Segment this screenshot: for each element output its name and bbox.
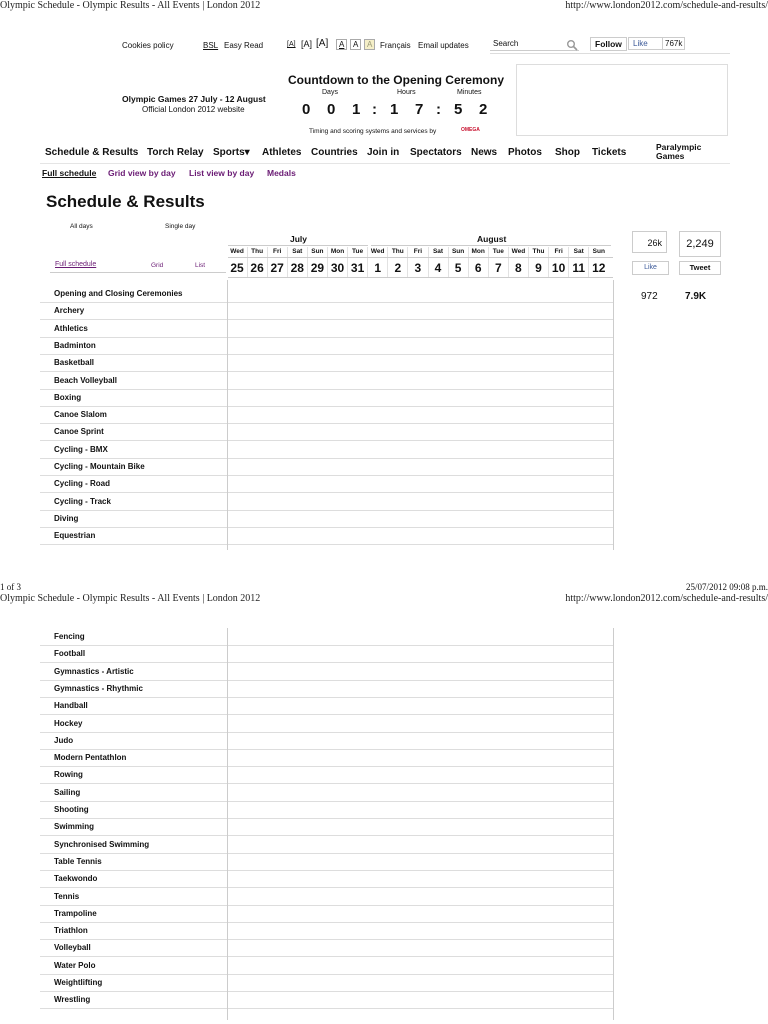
sport-row-label[interactable]: Trampoline xyxy=(54,908,97,918)
facebook-like-button[interactable]: Like xyxy=(628,37,664,50)
sport-row-divider xyxy=(40,389,227,390)
sport-row-label[interactable]: Badminton xyxy=(54,340,96,350)
day-divider xyxy=(428,247,429,277)
subnav-full-schedule[interactable]: Full schedule xyxy=(42,168,97,178)
day-divider xyxy=(307,247,308,277)
day-number[interactable]: 9 xyxy=(535,261,542,275)
day-divider xyxy=(247,247,248,277)
schedule-row-divider xyxy=(228,835,613,836)
sport-row-label[interactable]: Swimming xyxy=(54,822,95,832)
sport-row-divider xyxy=(40,475,227,476)
sport-row-divider xyxy=(40,956,227,957)
sport-row-divider xyxy=(40,510,227,511)
day-of-week: Thu xyxy=(532,248,545,255)
schedule-row-divider xyxy=(228,371,613,372)
countdown-digit: 2 xyxy=(479,101,488,118)
sport-row-label[interactable]: Cycling - Road xyxy=(54,479,111,489)
schedule-row-divider xyxy=(228,991,613,992)
nav-photos[interactable]: Photos xyxy=(508,147,542,158)
schedule-row-divider xyxy=(228,749,613,750)
sport-row-label[interactable]: Handball xyxy=(54,701,88,711)
day-divider xyxy=(568,247,569,277)
schedule-row-divider xyxy=(228,974,613,975)
games-dates: Olympic Games 27 July - 12 August xyxy=(122,94,266,104)
sport-row-divider xyxy=(40,544,227,545)
day-divider xyxy=(347,247,348,277)
day-divider xyxy=(488,247,489,277)
facebook-share-count: 26k xyxy=(632,231,667,253)
schedule-row-divider xyxy=(228,475,613,476)
sport-row-divider xyxy=(40,458,227,459)
schedule-row-divider xyxy=(228,510,613,511)
nav-countries[interactable]: Countries xyxy=(311,147,358,158)
sport-row-label[interactable]: Boxing xyxy=(54,392,82,402)
sport-row-label[interactable]: Opening and Closing Ceremonies xyxy=(54,289,183,298)
grid-left-border xyxy=(227,628,228,1020)
share-stat: 7.9K xyxy=(685,291,707,302)
nav-paralympic-line: Games xyxy=(656,151,685,161)
sport-row-label[interactable]: Cycling - Track xyxy=(54,496,111,506)
day-divider xyxy=(548,247,549,277)
sport-row-divider xyxy=(40,714,227,715)
sport-row-label[interactable]: Rowing xyxy=(54,770,83,780)
list-link[interactable]: List xyxy=(195,262,206,269)
sport-row-divider xyxy=(40,337,227,338)
sport-row-label[interactable]: Shooting xyxy=(54,805,89,814)
page-title: Schedule & Results xyxy=(46,192,205,211)
tweet-count: 2,249 xyxy=(679,231,721,257)
facebook-share-like-button[interactable]: Like xyxy=(632,261,669,275)
schedule-row-divider xyxy=(228,766,613,767)
schedule-row-divider xyxy=(228,423,613,424)
sport-row-divider xyxy=(40,527,227,528)
sport-row-label[interactable]: Tennis xyxy=(54,891,80,901)
day-of-week: Thu xyxy=(391,248,404,255)
countdown-digit: 0 xyxy=(302,101,311,118)
official-site-label: Official London 2012 website xyxy=(142,105,245,114)
day-number[interactable]: 5 xyxy=(454,261,462,275)
sport-row-label[interactable]: Judo xyxy=(54,735,74,745)
day-number[interactable]: 7 xyxy=(494,261,502,275)
sport-row-divider xyxy=(40,732,227,733)
easy-read-link[interactable]: Easy Read xyxy=(224,41,264,50)
day-of-week: Tue xyxy=(492,248,504,255)
day-divider xyxy=(468,247,469,277)
schedule-row-divider xyxy=(228,783,613,784)
sport-row-label[interactable]: Equestrian xyxy=(54,531,96,541)
grid-link[interactable]: Grid xyxy=(151,262,164,269)
sport-row-divider xyxy=(40,680,227,681)
schedule-row-divider xyxy=(228,527,613,528)
countdown-separator: : xyxy=(436,101,441,118)
tweet-button[interactable]: Tweet xyxy=(679,261,721,275)
omega-logo: OMEGA xyxy=(461,127,480,133)
sport-row-label[interactable]: Gymnastics - Rhythmic xyxy=(54,683,143,693)
day-divider xyxy=(448,247,449,277)
countdown-digit: 0 xyxy=(327,101,336,118)
sport-row-label[interactable]: Hockey xyxy=(54,718,83,728)
nav-spectators[interactable]: Spectators xyxy=(410,147,462,158)
cookies-policy-link[interactable]: Cookies policy xyxy=(122,41,174,50)
day-of-week: Fri xyxy=(273,248,282,255)
schedule-row-divider xyxy=(228,870,613,871)
nav-divider xyxy=(40,163,730,164)
sport-row-divider xyxy=(40,697,227,698)
nav-torch-relay[interactable]: Torch Relay xyxy=(147,147,204,158)
day-number[interactable]: 12 xyxy=(592,261,606,275)
countdown-digit: 7 xyxy=(415,101,424,118)
day-divider xyxy=(367,247,368,277)
sport-row-label[interactable]: Taekwondo xyxy=(54,874,98,884)
schedule-row-divider xyxy=(228,853,613,854)
schedule-row-divider xyxy=(228,544,613,545)
sport-row-divider xyxy=(40,939,227,940)
day-of-week: Sun xyxy=(592,248,605,255)
grid-right-border xyxy=(613,628,614,1020)
july-underline xyxy=(228,245,368,246)
day-of-week: Sat xyxy=(292,248,303,255)
advert-placeholder xyxy=(516,64,728,136)
sport-row-divider xyxy=(40,319,227,320)
schedule-row-divider xyxy=(228,458,613,459)
sport-row-divider xyxy=(40,974,227,975)
day-header-line xyxy=(228,277,613,278)
day-number[interactable]: 3 xyxy=(414,261,422,275)
day-number[interactable]: 28 xyxy=(290,261,304,275)
sport-row-label[interactable]: Canoe Slalom xyxy=(54,410,107,420)
email-updates-link[interactable]: Email updates xyxy=(418,41,469,50)
sport-row-label[interactable]: Football xyxy=(54,649,86,659)
sport-row-divider xyxy=(40,922,227,923)
sport-row-divider xyxy=(40,440,227,441)
all-days-toggle[interactable]: All days xyxy=(70,223,93,230)
nav-paralympic-line: Paralympic xyxy=(656,142,702,152)
sport-row-divider xyxy=(40,905,227,906)
sport-row-label[interactable]: Weightlifting xyxy=(54,978,103,987)
sport-row-label[interactable]: Canoe Sprint xyxy=(54,427,104,437)
day-of-week: Fri xyxy=(554,248,563,255)
day-divider xyxy=(327,247,328,277)
subnav-grid-view[interactable]: Grid view by day xyxy=(108,168,176,178)
sport-row-label[interactable]: Athletics xyxy=(54,323,88,333)
share-stat: 972 xyxy=(641,291,658,302)
day-number[interactable]: 27 xyxy=(270,261,284,275)
sport-row-label[interactable]: Wrestling xyxy=(54,995,91,1005)
contrast-high-button[interactable]: A xyxy=(350,39,361,50)
day-divider xyxy=(588,247,589,277)
grid-left-border xyxy=(227,280,228,550)
schedule-row-divider xyxy=(228,801,613,802)
sport-row-label[interactable]: Cycling - BMX xyxy=(54,444,108,454)
schedule-row-divider xyxy=(228,354,613,355)
day-number[interactable]: 10 xyxy=(551,261,566,275)
sport-row-divider xyxy=(40,749,227,750)
countdown-separator: : xyxy=(372,101,377,118)
day-number[interactable]: 1 xyxy=(374,261,382,275)
month-july: July xyxy=(290,234,308,244)
day-of-week: Sun xyxy=(451,248,465,255)
schedule-row-divider xyxy=(228,922,613,923)
sport-row-divider xyxy=(40,853,227,854)
print-timestamp: 25/07/2012 09:08 p.m. xyxy=(685,582,768,592)
schedule-row-divider xyxy=(228,1008,613,1009)
day-divider xyxy=(508,247,509,277)
sport-row-divider xyxy=(40,783,227,784)
bsl-link[interactable]: BSL xyxy=(203,41,219,50)
text-size-medium-button[interactable]: [A] xyxy=(301,39,313,49)
schedule-row-divider xyxy=(228,818,613,819)
nav-schedule-results[interactable]: Schedule & Results xyxy=(45,147,139,158)
day-divider xyxy=(407,247,408,277)
day-number[interactable]: 29 xyxy=(310,261,325,275)
countdown-days-label: Days xyxy=(322,89,338,96)
schedule-row-divider xyxy=(228,302,613,303)
day-of-week: Mon xyxy=(330,248,345,255)
search-input[interactable]: Search xyxy=(490,38,579,51)
sport-row-label[interactable]: Cycling - Mountain Bike xyxy=(54,462,145,471)
day-divider xyxy=(287,247,288,277)
print-header-title: Olympic Schedule - Olympic Results - All Events | London 2012 xyxy=(0,0,261,11)
schedule-row-divider xyxy=(228,662,613,663)
day-number[interactable]: 11 xyxy=(572,261,586,275)
day-of-week: Wed xyxy=(511,248,526,255)
sport-row-label[interactable]: Modern Pentathlon xyxy=(54,753,127,763)
contrast-default-button[interactable]: A xyxy=(336,39,347,50)
print-header-url: http://www.london2012.com/schedule-and-results/ xyxy=(565,0,768,11)
sport-row-label[interactable]: Beach Volleyball xyxy=(54,375,117,385)
day-number[interactable]: 26 xyxy=(250,261,264,275)
schedule-row-divider xyxy=(228,337,613,338)
day-of-week: Sat xyxy=(432,248,444,255)
sport-row-divider xyxy=(40,818,227,819)
sport-row-divider xyxy=(40,302,227,303)
sport-row-divider xyxy=(40,354,227,355)
full-schedule-link[interactable]: Full schedule xyxy=(55,261,97,268)
countdown-digit: 1 xyxy=(390,101,399,118)
twitter-follow-button[interactable]: Follow xyxy=(590,37,627,51)
day-divider xyxy=(528,247,529,277)
day-divider xyxy=(267,247,268,277)
sport-row-divider xyxy=(40,645,227,646)
grid-right-border xyxy=(613,280,614,550)
sport-row-label[interactable]: Synchronised Swimming xyxy=(54,839,150,849)
sport-row-label[interactable]: Volleyball xyxy=(54,943,91,953)
print-header-url: http://www.london2012.com/schedule-and-results/ xyxy=(565,593,768,604)
sport-row-divider xyxy=(40,1008,227,1009)
sport-row-label[interactable]: Water Polo xyxy=(54,960,96,970)
text-size-large-button[interactable]: [A] xyxy=(316,38,329,49)
schedule-row-divider xyxy=(228,389,613,390)
day-number[interactable]: 25 xyxy=(230,261,244,275)
schedule-row-divider xyxy=(228,956,613,957)
single-day-toggle[interactable]: Single day xyxy=(165,223,196,230)
sport-row-divider xyxy=(40,423,227,424)
countdown-digit: 1 xyxy=(352,101,361,118)
day-number[interactable]: 4 xyxy=(434,261,442,275)
sport-row-divider xyxy=(40,406,227,407)
day-of-week: Sun xyxy=(311,248,324,255)
contrast-yellow-button[interactable]: A xyxy=(364,39,375,50)
sport-row-divider xyxy=(40,887,227,888)
sport-row-label[interactable]: Archery xyxy=(54,306,85,316)
nav-paralympic-games[interactable] xyxy=(656,143,701,161)
day-number[interactable]: 6 xyxy=(474,261,482,275)
schedule-row-divider xyxy=(228,406,613,407)
sport-row-label[interactable]: Table Tennis xyxy=(54,856,102,866)
search-icon[interactable] xyxy=(566,38,578,50)
schedule-row-divider xyxy=(228,645,613,646)
day-number[interactable]: 2 xyxy=(394,261,402,275)
francais-link[interactable]: Français xyxy=(380,41,411,50)
sport-row-divider xyxy=(40,766,227,767)
sport-row-divider xyxy=(40,662,227,663)
sport-row-label[interactable]: Basketball xyxy=(54,358,95,368)
day-of-week: Wed xyxy=(370,248,385,255)
nav-athletes[interactable]: Athletes xyxy=(262,147,302,158)
subnav-list-view[interactable]: List view by day xyxy=(189,168,255,178)
sport-row-divider xyxy=(40,801,227,802)
schedule-row-divider xyxy=(228,714,613,715)
day-of-week: Thu xyxy=(251,248,264,255)
day-of-week: Wed xyxy=(230,248,244,255)
schedule-row-divider xyxy=(228,887,613,888)
schedule-row-divider xyxy=(228,492,613,493)
sport-row-label[interactable]: Diving xyxy=(54,513,79,523)
countdown-title: Countdown to the Opening Ceremony xyxy=(288,73,504,87)
nav-tickets[interactable]: Tickets xyxy=(592,147,627,158)
schedule-row-divider xyxy=(228,697,613,698)
day-number[interactable]: 8 xyxy=(515,261,522,275)
print-header-title: Olympic Schedule - Olympic Results - All Events | London 2012 xyxy=(0,593,261,604)
nav-news[interactable]: News xyxy=(471,147,498,158)
timing-sponsor-text: Timing and scoring systems and services by xyxy=(309,128,437,135)
day-header-line xyxy=(228,257,613,258)
nav-sports[interactable]: Sports▾ xyxy=(213,147,250,158)
day-of-week: Fri xyxy=(413,248,423,255)
sport-row-label[interactable]: Fencing xyxy=(54,632,85,641)
schedule-row-divider xyxy=(228,905,613,906)
nav-join-in[interactable]: Join in xyxy=(367,147,400,158)
day-number[interactable]: 31 xyxy=(350,261,365,275)
day-of-week: Tue xyxy=(352,248,364,255)
day-number[interactable]: 30 xyxy=(330,261,345,275)
countdown-digit: 5 xyxy=(454,101,463,118)
schedule-row-divider xyxy=(228,732,613,733)
schedule-row-divider xyxy=(228,680,613,681)
sport-row-divider xyxy=(40,991,227,992)
sport-row-label[interactable]: Triathlon xyxy=(54,926,88,936)
sport-row-label[interactable]: Sailing xyxy=(54,787,81,797)
day-of-week: Mon xyxy=(471,248,485,255)
countdown-hours-label: Hours xyxy=(397,89,416,96)
sport-row-label[interactable]: Gymnastics - Artistic xyxy=(54,666,134,676)
utility-bar xyxy=(122,41,180,50)
facebook-like-count: 767k xyxy=(662,37,685,50)
nav-shop[interactable]: Shop xyxy=(555,147,580,158)
sport-row-divider xyxy=(40,371,227,372)
countdown-minutes-label: Minutes xyxy=(457,89,482,96)
sport-row-divider xyxy=(40,492,227,493)
month-august: August xyxy=(477,234,507,244)
day-divider xyxy=(387,247,388,277)
sport-row-divider xyxy=(40,870,227,871)
schedule-row-divider xyxy=(228,319,613,320)
day-of-week: Sat xyxy=(573,248,584,255)
schedule-row-divider xyxy=(228,939,613,940)
august-underline xyxy=(371,245,611,246)
utility-divider xyxy=(490,53,730,54)
schedule-row-divider xyxy=(228,440,613,441)
filter-divider xyxy=(50,272,226,273)
page-number: 1 of 3 xyxy=(0,582,21,592)
sport-row-divider xyxy=(40,835,227,836)
subnav-medals[interactable]: Medals xyxy=(267,168,296,178)
text-size-small-button[interactable]: [A] xyxy=(287,41,296,48)
